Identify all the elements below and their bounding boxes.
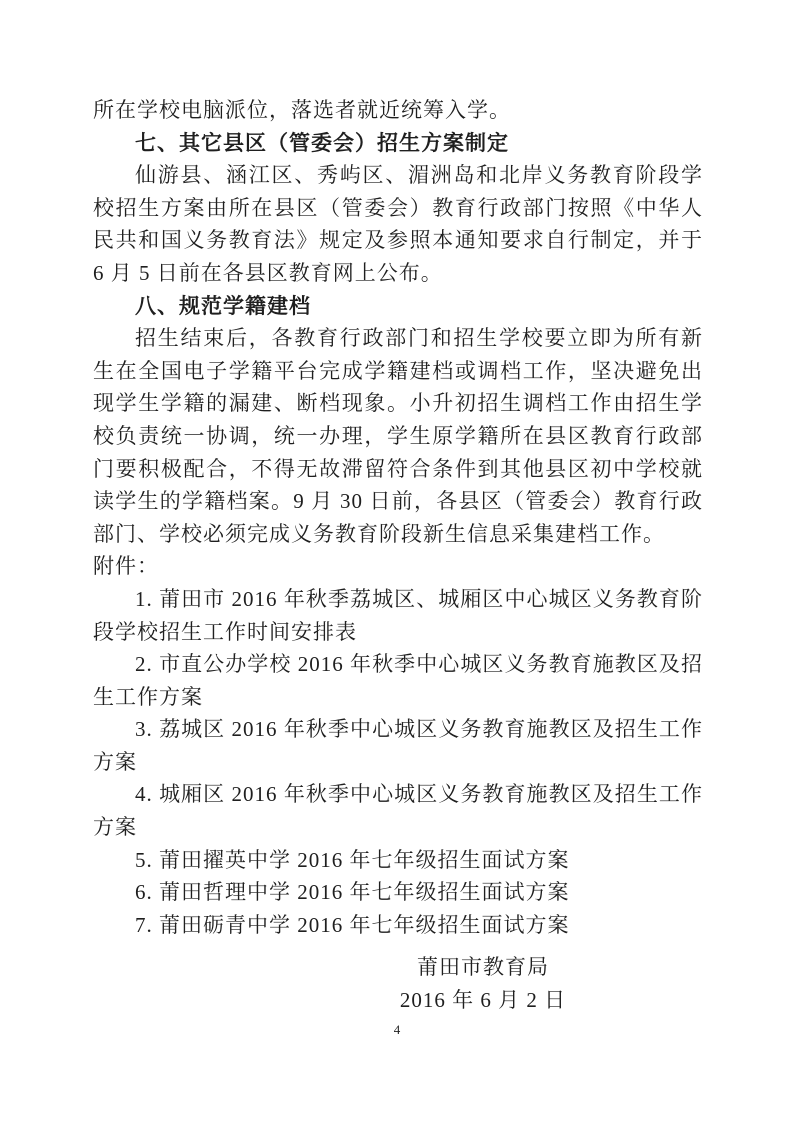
attachment-item-1: 1. 莆田市 2016 年秋季荔城区、城厢区中心城区义务教育阶段学校招生工作时间安排表 [93,586,703,644]
attachment-item-3: 3. 荔城区 2016 年秋季中心城区义务教育施教区及招生工作方案 [93,717,703,774]
signature-organization: 莆田市教育局 [417,955,549,980]
signature-date: 2016 年 6 月 2 日 [399,988,567,1013]
page-number: 4 [393,1022,401,1037]
attachment-item-6: 6. 莆田哲理中学 2016 年七年级招生面试方案 [135,880,570,905]
attachment-item-4: 4. 城厢区 2016 年秋季中心城区义务教育施教区及招生工作方案 [93,782,703,840]
attachment-item-2: 2. 市直公办学校 2016 年秋季中心城区义务教育施教区及招生工作方案 [93,652,703,709]
attachment-item-5: 5. 莆田擢英中学 2016 年七年级招生面试方案 [135,847,570,872]
body-paragraph-section-8: 招生结束后，各教育行政部门和招生学校要立即为所有新生在全国电子学籍平台完成学籍建档或调档工作，坚决避免出现学生学籍的漏建、断档现象。小升初招生调档工作由招生学校负责统一协调，统一办理，学生原学籍所在县区教育行政部门要积极配合，不得无故滞留符合条件到其他县区初中学校就读学生的学籍档案。9 月 30 日前，各县区（管委会）教育行政部门、学校必须完成义务教育阶段新生信息采集建档工作。 [93,326,703,546]
section-heading-8: 八、规范学籍建档 [135,293,311,318]
attachments-label: 附件： [93,554,159,579]
signature-block [323,951,643,1016]
attachment-item-7: 7. 莆田砺青中学 2016 年七年级招生面试方案 [135,912,570,937]
body-paragraph-section-7: 仙游县、涵江区、秀屿区、湄洲岛和北岸义务教育阶段学校招生方案由所在县区（管委会）教育行政部门按照《中华人民共和国义务教育法》规定及参照本通知要求自行制定，并于 6 月 5 日前在各县区教育网上公布。 [93,163,703,285]
document-body [93,94,703,1017]
paragraph-continuation: 所在学校电脑派位，落选者就近统筹入学。 [93,98,511,122]
section-heading-7: 七、其它县区（管委会）招生方案制定 [135,130,509,155]
